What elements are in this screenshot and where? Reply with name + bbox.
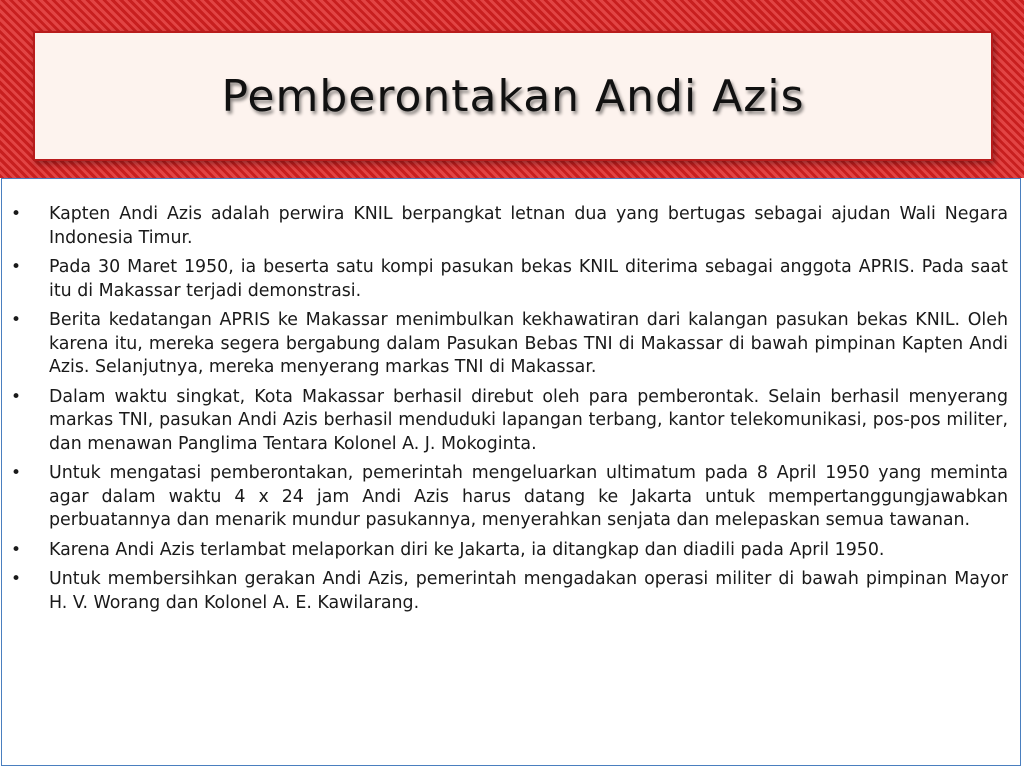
bullet-text: Berita kedatangan APRIS ke Makassar menimbulkan kekhawatiran dari kalangan pasukan bekas KNIL. Oleh karena itu, mereka segera bergabung dalam Pasukan Bebas TNI di Makassar di bawah pimpinan Kapten Andi Azis. Selanjutnya, mereka menyerang markas TNI di Makassar. xyxy=(49,310,1008,377)
slide-title: Pemberontakan Andi Azis xyxy=(221,70,805,122)
content-panel xyxy=(1,178,1021,766)
bullet-text: Untuk mengatasi pemberontakan, pemerintah mengeluarkan ultimatum pada 8 April 1950 yang meminta agar dalam waktu 4 x 24 jam Andi Azis harus datang ke Jakarta untuk mempertanggungjawabkan perbuatannya dan menarik mundur pasukannya, menyerahkan senjata dan melepaskan semua tawanan. xyxy=(49,463,1008,530)
bullet-list xyxy=(2,179,1020,615)
bullet-item xyxy=(2,309,1008,380)
bullet-icon: • xyxy=(11,257,22,277)
bullet-item xyxy=(2,539,1008,563)
bullet-text: Untuk membersihkan gerakan Andi Azis, pemerintah mengadakan operasi militer di bawah pimpinan Mayor H. V. Worang dan Kolonel A. E. Kawilarang. xyxy=(49,569,1008,613)
header-band xyxy=(0,0,1024,178)
bullet-icon: • xyxy=(11,310,22,330)
bullet-item xyxy=(2,203,1008,250)
bullet-icon: • xyxy=(11,569,22,589)
bullet-icon: • xyxy=(11,386,22,407)
bullet-text: Pada 30 Maret 1950, ia beserta satu kompi pasukan bekas KNIL diterima sebagai anggota APRIS. Pada saat itu di Makassar terjadi demonstrasi. xyxy=(49,257,1008,301)
bullet-text: Dalam waktu singkat, Kota Makassar berhasil direbut oleh para pemberontak. Selain berhasil menyerang markas TNI, pasukan Andi Azis berhasil menduduki lapangan terbang, kantor telekomunikasi, pos-pos militer, dan menawan Panglima Tentara Kolonel A. J. Mokoginta. xyxy=(49,386,1008,454)
bullet-icon: • xyxy=(11,463,22,483)
bullet-text: Karena Andi Azis terlambat melaporkan diri ke Jakarta, ia ditangkap dan diadili pada April 1950. xyxy=(49,539,885,560)
bullet-item xyxy=(2,568,1008,615)
bullet-item xyxy=(2,256,1008,303)
bullet-icon: • xyxy=(11,539,22,560)
bullet-item xyxy=(2,462,1008,533)
bullet-item xyxy=(2,386,1008,457)
bullet-text: Kapten Andi Azis adalah perwira KNIL berpangkat letnan dua yang bertugas sebagai ajudan Wali Negara Indonesia Timur. xyxy=(49,204,1008,248)
title-box xyxy=(33,31,993,161)
bullet-icon: • xyxy=(11,204,22,224)
